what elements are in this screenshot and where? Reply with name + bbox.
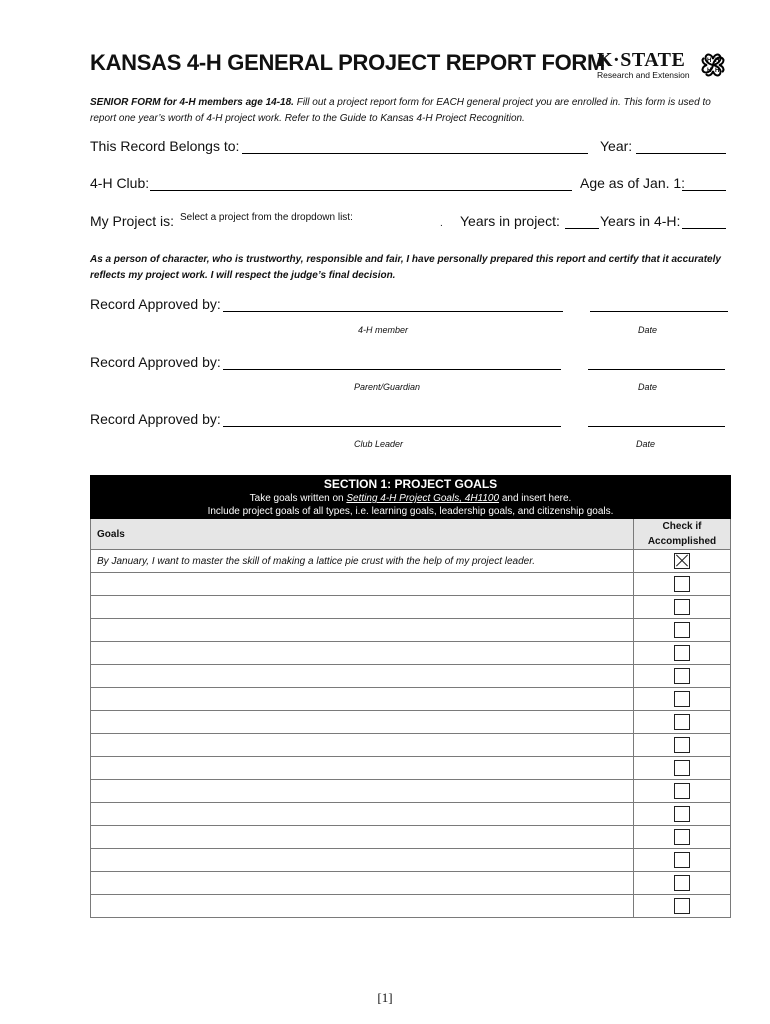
years-4h-label: Years in 4-H: <box>600 213 681 229</box>
goal-row <box>91 757 731 780</box>
years-4h-field[interactable] <box>682 228 726 229</box>
approval-sign-member[interactable] <box>223 311 563 312</box>
club-field[interactable] <box>150 190 572 191</box>
goal-row <box>91 688 731 711</box>
approval-date-member[interactable] <box>590 311 728 312</box>
accomplished-checkbox[interactable] <box>674 875 690 891</box>
accomplished-checkbox-checked[interactable] <box>674 553 690 569</box>
svg-text:H: H <box>715 58 720 64</box>
approval-date-caption: Date <box>638 325 658 335</box>
goal-text-field[interactable] <box>91 688 634 711</box>
accomplished-checkbox[interactable] <box>674 783 690 799</box>
goal-row <box>91 734 731 757</box>
page-number: [1] <box>377 990 393 1005</box>
goal-text-field[interactable] <box>91 803 634 826</box>
approval-date-leader[interactable] <box>588 426 725 427</box>
accomplished-checkbox[interactable] <box>674 576 690 592</box>
form-title: KANSAS 4-H GENERAL PROJECT REPORT FORM <box>90 50 606 75</box>
clover-icon <box>698 50 728 80</box>
record-belongs-label: This Record Belongs to: <box>90 138 240 154</box>
goal-row <box>91 895 731 918</box>
project-dropdown[interactable]: Select a project from the dropdown list: <box>180 212 353 223</box>
goal-text-field[interactable] <box>91 596 634 619</box>
accomplished-checkbox[interactable] <box>674 645 690 661</box>
goal-text-field[interactable] <box>91 642 634 665</box>
logo-tagline: Research and Extension <box>597 70 690 80</box>
accomplished-checkbox[interactable] <box>674 737 690 753</box>
accomplished-checkbox[interactable] <box>674 898 690 914</box>
year-label: Year: <box>600 138 633 154</box>
goal-row <box>91 619 731 642</box>
goal-text-field[interactable] <box>91 895 634 918</box>
goal-text-field[interactable] <box>91 734 634 757</box>
approval-sign-leader[interactable] <box>223 426 561 427</box>
goal-text-field[interactable] <box>91 849 634 872</box>
logo-name: K·STATE <box>597 49 686 71</box>
accomplished-checkbox[interactable] <box>674 806 690 822</box>
accomplished-checkbox[interactable] <box>674 668 690 684</box>
approval-label-parent: Record Approved by: <box>90 354 221 370</box>
year-field[interactable] <box>636 153 726 154</box>
section1-title: SECTION 1: PROJECT GOALS <box>323 477 498 491</box>
check-column-header: Check if Accomplished <box>634 519 731 550</box>
approval-sign-parent[interactable] <box>223 369 561 370</box>
example-goal-text[interactable]: By January, I want to master the skill of making a lattice pie crust with the help of my project leader. <box>91 550 634 573</box>
approval-label-member: Record Approved by: <box>90 296 221 312</box>
approval-role-member: 4-H member <box>358 325 409 335</box>
project-goals-table <box>90 475 731 918</box>
svg-text:H: H <box>715 68 720 74</box>
goal-row-example <box>91 550 731 573</box>
approval-role-leader: Club Leader <box>354 439 404 449</box>
club-label: 4-H Club: <box>90 175 150 191</box>
section1-line1: Take goals written on Setting 4-H Project Goals, 4H1100 and insert here. <box>249 493 572 504</box>
accomplished-checkbox[interactable] <box>674 760 690 776</box>
years-project-label: Years in project: <box>460 213 560 229</box>
kstate-logo <box>597 50 692 80</box>
approval-date-caption: Date <box>636 439 656 449</box>
approval-label-leader: Record Approved by: <box>90 411 221 427</box>
accomplished-checkbox[interactable] <box>674 691 690 707</box>
approval-date-caption: Date <box>638 382 658 392</box>
goal-row <box>91 780 731 803</box>
intro-body: Fill out a project report form for EACH general project you are enrolled in. This form is used to report one year’s worth of 4-H project work. Refer to the Guide to Kansas 4-H Project Recognition. <box>90 97 711 124</box>
section1-line2: Include project goals of all types, i.e. learning goals, leadership goals, and citizenship goals. <box>207 506 614 517</box>
intro-bold: SENIOR FORM for 4-H members age 14-18. <box>90 97 294 108</box>
goal-text-field[interactable] <box>91 665 634 688</box>
intro-text <box>90 95 730 127</box>
goal-row <box>91 596 731 619</box>
goals-guide-link[interactable]: Setting 4-H Project Goals, <box>346 493 462 504</box>
goal-row <box>91 803 731 826</box>
goal-text-field[interactable] <box>91 619 634 642</box>
goal-row <box>91 642 731 665</box>
goal-row <box>91 573 731 596</box>
accomplished-checkbox[interactable] <box>674 852 690 868</box>
age-label: Age as of Jan. 1: <box>580 175 686 191</box>
years-project-field[interactable] <box>565 228 599 229</box>
accomplished-checkbox[interactable] <box>674 622 690 638</box>
goal-text-field[interactable] <box>91 757 634 780</box>
goal-text-field[interactable] <box>91 573 634 596</box>
approval-date-parent[interactable] <box>588 369 725 370</box>
record-belongs-field[interactable] <box>242 153 588 154</box>
goal-row <box>91 711 731 734</box>
age-field[interactable] <box>682 190 726 191</box>
section1-header <box>91 476 731 519</box>
project-label: My Project is: <box>90 213 175 229</box>
goal-row <box>91 665 731 688</box>
approval-role-parent: Parent/Guardian <box>354 382 421 392</box>
accomplished-checkbox[interactable] <box>674 829 690 845</box>
goal-text-field[interactable] <box>91 711 634 734</box>
certification-statement: As a person of character, who is trustworthy, responsible and fair, I have personally prepared this report and certify that it accurately reflects my project work. I will respect the judge’s final decision. <box>90 254 721 281</box>
goal-row <box>91 849 731 872</box>
goals-column-header: Goals <box>91 519 634 550</box>
goal-row <box>91 872 731 895</box>
goal-row <box>91 826 731 849</box>
goal-text-field[interactable] <box>91 872 634 895</box>
goal-text-field[interactable] <box>91 826 634 849</box>
svg-text:H: H <box>707 58 712 64</box>
svg-text:H: H <box>707 68 712 74</box>
goal-text-field[interactable] <box>91 780 634 803</box>
accomplished-checkbox[interactable] <box>674 599 690 615</box>
accomplished-checkbox[interactable] <box>674 714 690 730</box>
